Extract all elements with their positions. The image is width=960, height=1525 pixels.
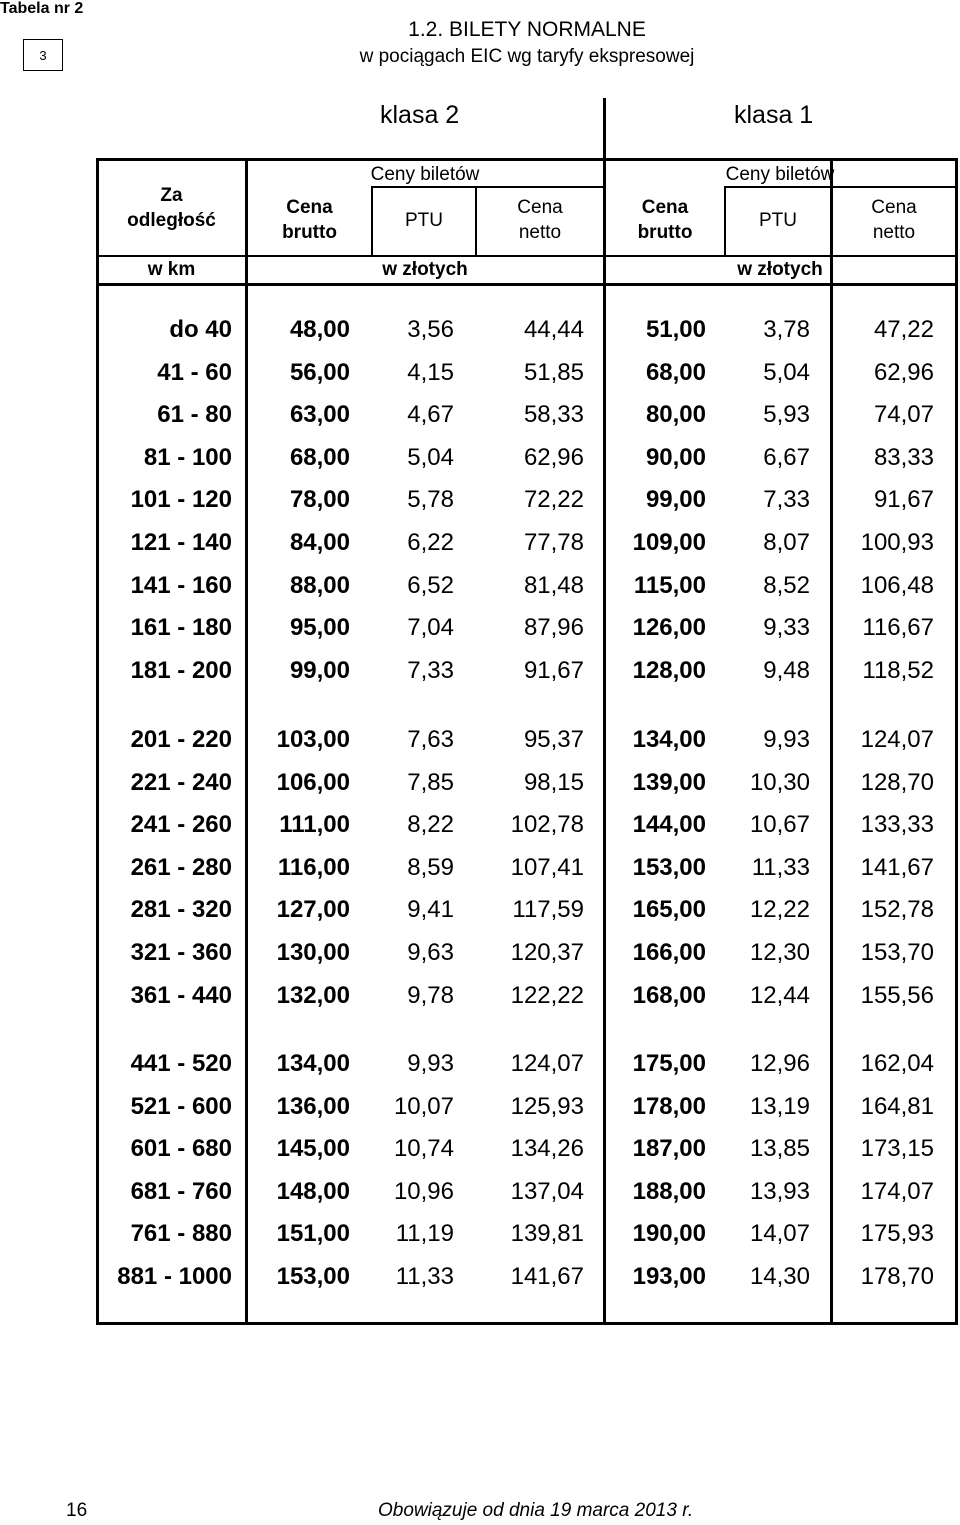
price-cell: 103,00 bbox=[276, 726, 350, 753]
price-cell: 98,15 bbox=[523, 768, 584, 796]
price-cell: 166,00 bbox=[632, 939, 706, 966]
price-cell: 3,56 bbox=[407, 316, 454, 343]
distance-cell: 201 - 220 bbox=[130, 726, 232, 753]
price-cell: 132,00 bbox=[276, 981, 350, 1009]
price-cell: 14,07 bbox=[749, 1220, 810, 1248]
class1-brutto-line1: Cena bbox=[641, 197, 689, 218]
price-cell: 118,52 bbox=[862, 656, 934, 684]
price-cell: 136,00 bbox=[276, 1092, 350, 1120]
distance-cell: 221 - 240 bbox=[130, 768, 232, 796]
class1-netto-header bbox=[833, 195, 955, 245]
price-cell: 162,04 bbox=[860, 1050, 934, 1077]
price-cell: 141,67 bbox=[860, 853, 934, 881]
class2-netto-line1: Cena bbox=[517, 197, 563, 218]
price-cell: 95,37 bbox=[523, 726, 584, 753]
price-cell: 14,30 bbox=[749, 1263, 810, 1290]
price-cell: 164,81 bbox=[860, 1092, 934, 1120]
class1-prices-group: Ceny biletów bbox=[725, 164, 835, 185]
class2-brutto-line1: Cena bbox=[286, 197, 333, 218]
price-cell: 128,00 bbox=[632, 656, 706, 684]
price-cell: 72,22 bbox=[523, 486, 584, 514]
price-cell: 124,07 bbox=[860, 726, 934, 753]
distance-cell: 601 - 680 bbox=[130, 1135, 232, 1163]
price-cell: 122,22 bbox=[510, 981, 584, 1009]
class1-netto-line2: netto bbox=[872, 222, 916, 243]
price-cell: 83,33 bbox=[873, 443, 934, 471]
distance-header-line2: odległość bbox=[127, 210, 216, 231]
price-cell: 6,22 bbox=[407, 529, 454, 556]
price-cell: 77,78 bbox=[523, 529, 584, 556]
box-number: 3 bbox=[23, 39, 63, 71]
price-cell: 12,30 bbox=[749, 939, 810, 966]
price-cell: 137,04 bbox=[510, 1177, 584, 1205]
price-cell: 5,93 bbox=[763, 401, 810, 429]
price-cell: 11,19 bbox=[395, 1220, 454, 1248]
price-cell: 174,07 bbox=[860, 1177, 934, 1205]
price-cell: 10,96 bbox=[393, 1177, 454, 1205]
price-cell: 4,67 bbox=[407, 401, 454, 429]
price-cell: 130,00 bbox=[276, 939, 350, 966]
price-cell: 7,33 bbox=[407, 656, 454, 684]
price-cell: 115,00 bbox=[633, 571, 706, 599]
price-cell: 5,78 bbox=[407, 486, 454, 514]
price-cell: 10,07 bbox=[393, 1092, 454, 1120]
price-cell: 145,00 bbox=[276, 1135, 350, 1163]
price-cell: 99,00 bbox=[645, 486, 706, 514]
price-cell: 6,52 bbox=[407, 571, 454, 599]
price-cell: 128,70 bbox=[860, 768, 934, 796]
price-cell: 9,63 bbox=[407, 939, 454, 966]
class1-netto-line1: Cena bbox=[871, 197, 917, 218]
price-cell: 58,33 bbox=[523, 401, 584, 429]
distance-cell: 521 - 600 bbox=[130, 1092, 232, 1120]
distance-cell: 241 - 260 bbox=[130, 811, 232, 839]
class1-currency-unit: w złotych bbox=[737, 259, 823, 280]
class1-brutto-header bbox=[606, 195, 724, 245]
price-cell: 84,00 bbox=[289, 529, 350, 556]
distance-cell: 161 - 180 bbox=[130, 614, 232, 642]
price-cell: 99,00 bbox=[289, 656, 350, 684]
price-cell: 9,48 bbox=[763, 656, 810, 684]
distance-cell: 881 - 1000 bbox=[117, 1263, 232, 1290]
price-cell: 106,48 bbox=[860, 571, 934, 599]
price-cell: 117,59 bbox=[512, 896, 584, 924]
price-cell: 134,26 bbox=[510, 1135, 584, 1163]
price-cell: 9,33 bbox=[763, 614, 810, 642]
price-cell: 9,41 bbox=[407, 896, 454, 924]
price-cell: 155,56 bbox=[860, 981, 934, 1009]
price-cell: 47,22 bbox=[873, 316, 934, 343]
price-cell: 107,41 bbox=[510, 853, 584, 881]
price-cell: 151,00 bbox=[276, 1220, 350, 1248]
price-cell: 44,44 bbox=[523, 316, 584, 343]
class2-netto-header bbox=[477, 195, 603, 245]
distance-cell: 281 - 320 bbox=[130, 896, 232, 924]
distance-cell: 681 - 760 bbox=[130, 1177, 232, 1205]
price-cell: 3,78 bbox=[763, 316, 810, 343]
price-cell: 48,00 bbox=[289, 316, 350, 343]
price-cell: 127,00 bbox=[276, 896, 350, 924]
price-cell: 116,00 bbox=[277, 853, 350, 881]
price-cell: 106,00 bbox=[276, 768, 350, 796]
price-cell: 153,00 bbox=[632, 853, 706, 881]
price-cell: 125,93 bbox=[510, 1092, 584, 1120]
price-cell: 133,33 bbox=[860, 811, 934, 839]
price-cell: 68,00 bbox=[645, 358, 706, 386]
price-cell: 10,74 bbox=[393, 1135, 454, 1163]
price-cell: 7,33 bbox=[763, 486, 810, 514]
price-cell: 12,44 bbox=[749, 981, 810, 1009]
price-cell: 153,70 bbox=[860, 939, 934, 966]
price-cell: 139,00 bbox=[632, 768, 706, 796]
price-cell: 8,22 bbox=[407, 811, 454, 839]
class-2-label: klasa 2 bbox=[380, 101, 460, 129]
price-cell: 178,70 bbox=[860, 1263, 934, 1290]
price-cell: 95,00 bbox=[289, 614, 350, 642]
price-cell: 7,85 bbox=[407, 768, 454, 796]
distance-cell: 321 - 360 bbox=[130, 939, 232, 966]
unit-km: w km bbox=[147, 259, 196, 280]
distance-cell: 101 - 120 bbox=[130, 486, 232, 514]
price-cell: 7,63 bbox=[407, 726, 454, 753]
distance-cell: 441 - 520 bbox=[130, 1050, 232, 1077]
class1-brutto-line2: brutto bbox=[637, 222, 693, 243]
price-cell: 7,04 bbox=[407, 614, 454, 642]
price-cell: 56,00 bbox=[289, 358, 350, 386]
price-cell: 134,00 bbox=[276, 1050, 350, 1077]
class2-netto-line2: netto bbox=[518, 222, 562, 243]
price-cell: 11,33 bbox=[395, 1263, 454, 1290]
distance-cell: 361 - 440 bbox=[130, 981, 232, 1009]
validity-note: Obowiązuje od dnia 19 marca 2013 r. bbox=[378, 1500, 694, 1521]
table-right-border bbox=[955, 158, 958, 1325]
distance-cell: do 40 bbox=[169, 316, 232, 343]
class-1-label: klasa 1 bbox=[734, 101, 814, 129]
page-subtitle: w pociągach EIC wg taryfy ekspresowej bbox=[359, 46, 695, 67]
price-cell: 8,52 bbox=[763, 571, 810, 599]
table-bottom-border bbox=[96, 1322, 958, 1325]
class1-ptu-header: PTU bbox=[759, 210, 797, 231]
price-cell: 5,04 bbox=[763, 358, 810, 386]
price-cell: 148,00 bbox=[276, 1177, 350, 1205]
price-cell: 62,96 bbox=[523, 443, 584, 471]
table-top-border bbox=[96, 158, 958, 161]
price-cell: 193,00 bbox=[632, 1263, 706, 1290]
distance-cell: 181 - 200 bbox=[130, 656, 232, 684]
page-number: 16 bbox=[66, 1500, 88, 1521]
distance-cell: 141 - 160 bbox=[130, 571, 232, 599]
class2-currency-unit: w złotych bbox=[382, 259, 468, 280]
price-cell: 173,15 bbox=[860, 1135, 934, 1163]
price-cell: 124,07 bbox=[510, 1050, 584, 1077]
price-cell: 175,00 bbox=[632, 1050, 706, 1077]
price-cell: 8,07 bbox=[763, 529, 810, 556]
price-cell: 168,00 bbox=[632, 981, 706, 1009]
price-cell: 51,00 bbox=[645, 316, 706, 343]
price-cell: 5,04 bbox=[407, 443, 454, 471]
price-cell: 141,67 bbox=[510, 1263, 584, 1290]
price-cell: 109,00 bbox=[632, 529, 706, 556]
price-cell: 63,00 bbox=[289, 401, 350, 429]
price-cell: 175,93 bbox=[860, 1220, 934, 1248]
price-cell: 13,85 bbox=[749, 1135, 810, 1163]
price-cell: 190,00 bbox=[632, 1220, 706, 1248]
price-cell: 74,07 bbox=[873, 401, 934, 429]
class2-prices-group: Ceny biletów bbox=[370, 164, 480, 185]
price-cell: 102,78 bbox=[510, 811, 584, 839]
table-tag: Tabela nr 2 bbox=[0, 0, 84, 17]
header-bottom-line bbox=[96, 283, 958, 286]
price-cell: 9,93 bbox=[763, 726, 810, 753]
price-cell: 187,00 bbox=[632, 1135, 706, 1163]
price-cell: 134,00 bbox=[632, 726, 706, 753]
price-cell: 78,00 bbox=[289, 486, 350, 514]
price-cell: 100,93 bbox=[860, 529, 934, 556]
distance-cell: 121 - 140 bbox=[130, 529, 232, 556]
page-title: 1.2. BILETY NORMALNE bbox=[408, 18, 646, 41]
price-cell: 139,81 bbox=[510, 1220, 584, 1248]
price-cell: 91,67 bbox=[523, 656, 584, 684]
class2-brutto-line2: brutto bbox=[282, 222, 337, 243]
class2-brutto-header bbox=[248, 195, 371, 245]
price-cell: 88,00 bbox=[289, 571, 350, 599]
distance-header bbox=[98, 183, 245, 233]
price-cell: 62,96 bbox=[873, 358, 934, 386]
distance-header-line1: Za bbox=[160, 185, 183, 206]
distance-cell: 61 - 80 bbox=[157, 401, 232, 429]
price-cell: 11,33 bbox=[751, 853, 810, 881]
price-cell: 6,67 bbox=[763, 443, 810, 471]
price-cell: 51,85 bbox=[523, 358, 584, 386]
distance-cell: 41 - 60 bbox=[157, 358, 232, 386]
price-cell: 8,59 bbox=[407, 853, 454, 881]
price-cell: 116,67 bbox=[862, 614, 934, 642]
price-cell: 152,78 bbox=[860, 896, 934, 924]
price-cell: 9,93 bbox=[407, 1050, 454, 1077]
price-cell: 12,22 bbox=[749, 896, 810, 924]
price-cell: 120,37 bbox=[510, 939, 584, 966]
price-cell: 90,00 bbox=[645, 443, 706, 471]
distance-cell: 261 - 280 bbox=[130, 853, 232, 881]
price-cell: 80,00 bbox=[645, 401, 706, 429]
price-cell: 81,48 bbox=[523, 571, 584, 599]
class2-ptu-header: PTU bbox=[405, 210, 443, 231]
distance-cell: 81 - 100 bbox=[143, 443, 232, 471]
price-cell: 87,96 bbox=[523, 614, 584, 642]
price-cell: 111,00 bbox=[279, 811, 350, 839]
price-cell: 165,00 bbox=[632, 896, 706, 924]
price-cell: 144,00 bbox=[632, 811, 706, 839]
price-cell: 126,00 bbox=[632, 614, 706, 642]
price-cell: 153,00 bbox=[276, 1263, 350, 1290]
price-cell: 13,93 bbox=[749, 1177, 810, 1205]
price-cell: 188,00 bbox=[632, 1177, 706, 1205]
price-cell: 68,00 bbox=[289, 443, 350, 471]
price-cell: 10,67 bbox=[749, 811, 810, 839]
distance-cell: 761 - 880 bbox=[130, 1220, 232, 1248]
price-cell: 13,19 bbox=[749, 1092, 810, 1120]
price-cell: 12,96 bbox=[749, 1050, 810, 1077]
price-cell: 10,30 bbox=[749, 768, 810, 796]
price-cell: 9,78 bbox=[407, 981, 454, 1009]
price-cell: 178,00 bbox=[632, 1092, 706, 1120]
price-cell: 91,67 bbox=[873, 486, 934, 514]
price-cell: 4,15 bbox=[407, 358, 454, 386]
